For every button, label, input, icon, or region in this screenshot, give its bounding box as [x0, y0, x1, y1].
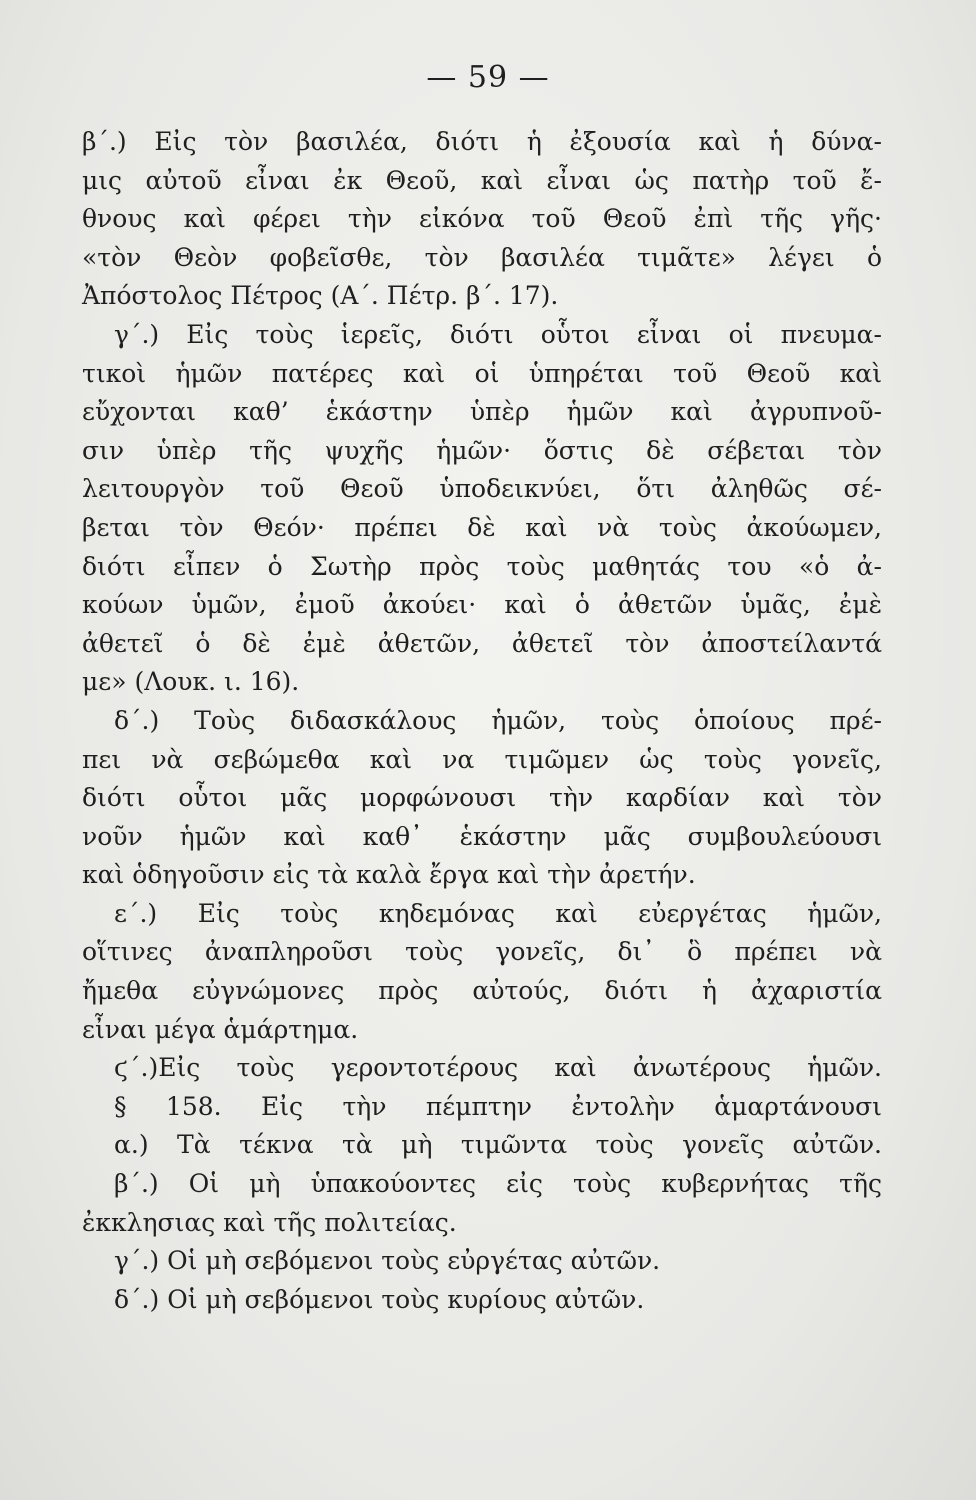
- text-line: εὔχονται καθ’ ἑκάστην ὑπὲρ ἡμῶν καὶ ἀγρυπνοῦ-: [82, 397, 882, 427]
- page-number: — 59 —: [426, 60, 550, 95]
- text-line: διότι εἶπεν ὁ Σωτὴρ πρὸς τοὺς μαθητάς του «ὁ ἀ-: [82, 551, 882, 581]
- text-line: δ΄.) Τοὺς διδασκάλους ἡμῶν, τοὺς ὁποίους πρέ-: [114, 705, 882, 735]
- text-line: πει νὰ σεβώμεθα καὶ να τιμῶμεν ὡς τοὺς γονεῖς,: [82, 744, 882, 774]
- text-line: β΄.) Οἱ μὴ ὑπακούοντες εἰς τοὺς κυβερνήτας τῆς: [114, 1169, 882, 1199]
- text-line: ἀθετεῖ ὁ δὲ ἐμὲ ἀθετῶν, ἀθετεῖ τὸν ἀποστείλαντά: [82, 628, 882, 658]
- body-text: [82, 123, 882, 1319]
- text-line: γ΄.) Οἱ μὴ σεβόμενοι τοὺς εὐργέτας αὐτῶν.: [114, 1246, 661, 1276]
- text-line: «τὸν Θεὸν φοβεῖσθε, τὸν βασιλέα τιμᾶτε» λέγει ὁ: [82, 242, 882, 272]
- text-line: δ΄.) Οἱ μὴ σεβόμενοι τοὺς κυρίους αὐτῶν.: [114, 1284, 645, 1314]
- text-line: κούων ὑμῶν, ἐμοῦ ἀκούει· καὶ ὁ ἀθετῶν ὑμᾶς, ἐμὲ: [82, 590, 882, 620]
- text-line: § 158. Εἰς τὴν πέμπτην ἐντολὴν ἁμαρτάνουσι: [114, 1091, 882, 1121]
- text-line: οἵτινες ἀναπληροῦσι τοὺς γονεῖς, δι᾽ ὃ πρέπει νὰ: [82, 937, 882, 967]
- text-line: γ΄.) Εἰς τοὺς ἱερεῖς, διότι οὗτοι εἶναι οἱ πνευμα-: [114, 319, 882, 349]
- text-line: θνους καὶ φέρει τὴν εἰκόνα τοῦ Θεοῦ ἐπὶ τῆς γῆς·: [82, 204, 882, 234]
- text-line: σιν ὑπὲρ τῆς ψυχῆς ἡμῶν· ὅστις δὲ σέβεται τὸν: [82, 435, 882, 465]
- text-line: νοῦν ἡμῶν καὶ καθ᾽ ἑκάστην μᾶς συμβουλεύουσι: [82, 821, 882, 851]
- text-line: α.) Τὰ τέκνα τὰ μὴ τιμῶντα τοὺς γονεῖς αὐτῶν.: [114, 1130, 882, 1160]
- text-line: ἐκκλησιας καὶ τῆς πολιτείας.: [82, 1207, 457, 1237]
- text-line: τικοὶ ἡμῶν πατέρες καὶ οἱ ὑπηρέται τοῦ Θεοῦ καὶ: [82, 358, 882, 388]
- text-line: διότι οὗτοι μᾶς μορφώνουσι τὴν καρδίαν καὶ τὸν: [82, 783, 882, 813]
- text-line: ε΄.) Εἰς τοὺς κηδεμόνας καὶ εὐεργέτας ἡμῶν,: [114, 898, 882, 928]
- text-line: καὶ ὁδηγοῦσιν εἰς τὰ καλὰ ἔργα καὶ τὴν ἀρετήν.: [82, 860, 696, 890]
- text-line: Ἀπόστολος Πέτρος (Α΄. Πέτρ. β΄. 17).: [82, 281, 559, 311]
- text-line: με» (Λουκ. ι. 16).: [82, 667, 300, 697]
- text-line: ϛ΄.)Εἰς τοὺς γεροντοτέρους καὶ ἀνωτέρους ἡμῶν.: [114, 1053, 882, 1083]
- text-line: μις αὐτοῦ εἶναι ἐκ Θεοῦ, καὶ εἶναι ὡς πατὴρ τοῦ ἔ-: [82, 165, 882, 195]
- text-line: βεται τὸν Θεόν· πρέπει δὲ καὶ νὰ τοὺς ἀκούωμεν,: [82, 512, 882, 542]
- text-line: εἶναι μέγα ἁμάρτημα.: [82, 1014, 359, 1044]
- text-line: β΄.) Εἰς τὸν βασιλέα, διότι ἡ ἐξουσία καὶ ἡ δύνα-: [82, 127, 882, 156]
- text-line: ἤμεθα εὐγνώμονες πρὸς αὐτούς, διότι ἡ ἀχαριστία: [82, 976, 882, 1006]
- text-line: λειτουργὸν τοῦ Θεοῦ ὑποδεικνύει, ὅτι ἀληθῶς σέ-: [82, 474, 882, 504]
